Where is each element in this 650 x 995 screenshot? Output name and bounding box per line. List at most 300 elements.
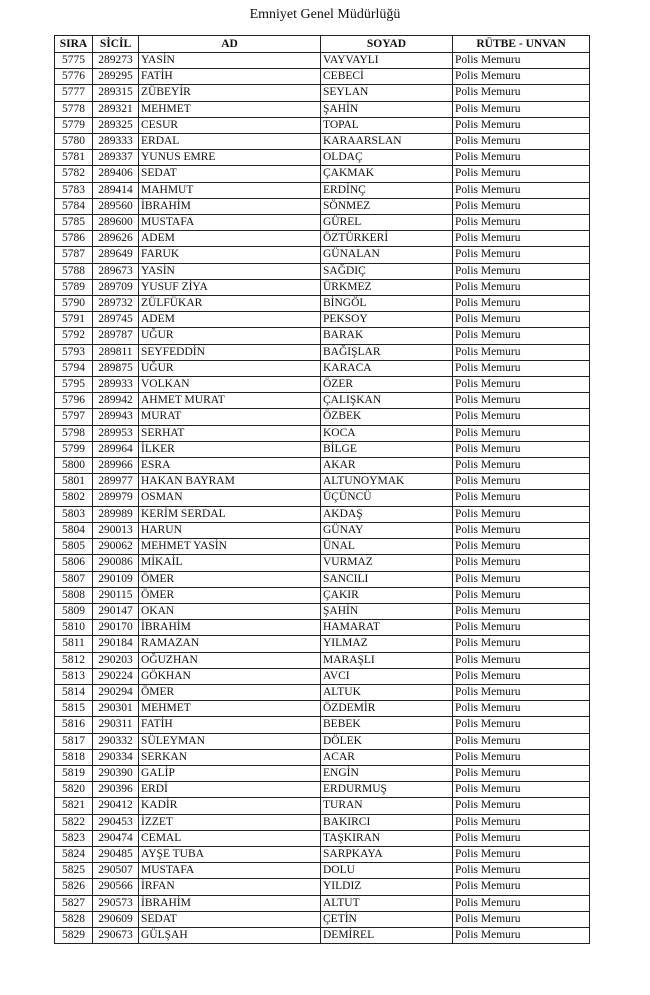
cell-sira: 5824 [55, 846, 93, 862]
cell-ad: ÖMER [139, 684, 321, 700]
cell-sicil: 290573 [93, 895, 139, 911]
cell-sicil: 290673 [93, 927, 139, 943]
cell-sira: 5825 [55, 863, 93, 879]
cell-sira: 5807 [55, 571, 93, 587]
cell-ad: OKAN [139, 603, 321, 619]
cell-rutbe-unvan: Polis Memuru [453, 263, 590, 279]
cell-sira: 5806 [55, 555, 93, 571]
cell-ad: KERİM SERDAL [139, 506, 321, 522]
table-row [55, 798, 590, 814]
cell-sira: 5822 [55, 814, 93, 830]
cell-sira: 5811 [55, 636, 93, 652]
cell-rutbe-unvan: Polis Memuru [453, 279, 590, 295]
cell-rutbe-unvan: Polis Memuru [453, 668, 590, 684]
cell-sira: 5817 [55, 733, 93, 749]
cell-sira: 5821 [55, 798, 93, 814]
cell-sira: 5776 [55, 69, 93, 85]
column-header-ad: AD [139, 36, 321, 53]
table-row [55, 166, 590, 182]
table-row [55, 474, 590, 490]
table-row [55, 668, 590, 684]
cell-sicil: 289732 [93, 296, 139, 312]
cell-sicil: 289942 [93, 393, 139, 409]
table-row [55, 263, 590, 279]
cell-rutbe-unvan: Polis Memuru [453, 409, 590, 425]
cell-ad: ESRA [139, 458, 321, 474]
cell-soyad: TAŞKIRAN [321, 830, 453, 846]
cell-sicil: 290396 [93, 782, 139, 798]
cell-sira: 5828 [55, 911, 93, 927]
cell-sira: 5810 [55, 620, 93, 636]
cell-sira: 5778 [55, 101, 93, 117]
cell-sira: 5816 [55, 717, 93, 733]
cell-sicil: 289273 [93, 53, 139, 69]
cell-rutbe-unvan: Polis Memuru [453, 684, 590, 700]
cell-rutbe-unvan: Polis Memuru [453, 215, 590, 231]
table-row [55, 701, 590, 717]
column-header-sira: SIRA [55, 36, 93, 53]
cell-soyad: AKDAŞ [321, 506, 453, 522]
cell-ad: MURAT [139, 409, 321, 425]
cell-ad: MİKAİL [139, 555, 321, 571]
cell-soyad: ACAR [321, 749, 453, 765]
cell-rutbe-unvan: Polis Memuru [453, 377, 590, 393]
table-row [55, 312, 590, 328]
cell-rutbe-unvan: Polis Memuru [453, 117, 590, 133]
column-header-soyad: SOYAD [321, 36, 453, 53]
cell-sira: 5803 [55, 506, 93, 522]
cell-ad: MUSTAFA [139, 215, 321, 231]
cell-sira: 5784 [55, 198, 93, 214]
cell-sicil: 289811 [93, 344, 139, 360]
cell-rutbe-unvan: Polis Memuru [453, 522, 590, 538]
cell-soyad: BARAK [321, 328, 453, 344]
cell-rutbe-unvan: Polis Memuru [453, 652, 590, 668]
cell-rutbe-unvan: Polis Memuru [453, 927, 590, 943]
cell-soyad: SEYLAN [321, 85, 453, 101]
cell-sira: 5775 [55, 53, 93, 69]
cell-rutbe-unvan: Polis Memuru [453, 53, 590, 69]
cell-soyad: ÜÇÜNCÜ [321, 490, 453, 506]
cell-sicil: 290086 [93, 555, 139, 571]
table-row [55, 830, 590, 846]
cell-ad: SÜLEYMAN [139, 733, 321, 749]
table-header-row [55, 36, 590, 53]
cell-rutbe-unvan: Polis Memuru [453, 555, 590, 571]
cell-soyad: ÇALIŞKAN [321, 393, 453, 409]
cell-soyad: DOLU [321, 863, 453, 879]
table-row [55, 85, 590, 101]
table-row [55, 927, 590, 943]
table-row [55, 749, 590, 765]
cell-sicil: 289989 [93, 506, 139, 522]
cell-ad: İZZET [139, 814, 321, 830]
table-row [55, 69, 590, 85]
cell-soyad: SARPKAYA [321, 846, 453, 862]
cell-sira: 5815 [55, 701, 93, 717]
table-row [55, 231, 590, 247]
table-row [55, 409, 590, 425]
cell-rutbe-unvan: Polis Memuru [453, 166, 590, 182]
cell-ad: ZÜBEYİR [139, 85, 321, 101]
cell-ad: MUSTAFA [139, 863, 321, 879]
table-row [55, 279, 590, 295]
cell-soyad: CEBECİ [321, 69, 453, 85]
table-row [55, 733, 590, 749]
column-header-sicil: SİCİL [93, 36, 139, 53]
cell-ad: MEHMET [139, 101, 321, 117]
cell-ad: SEDAT [139, 166, 321, 182]
table-row [55, 182, 590, 198]
table-row [55, 717, 590, 733]
cell-rutbe-unvan: Polis Memuru [453, 474, 590, 490]
cell-sicil: 290203 [93, 652, 139, 668]
cell-soyad: ÖZDEMİR [321, 701, 453, 717]
table-row [55, 101, 590, 117]
cell-rutbe-unvan: Polis Memuru [453, 182, 590, 198]
cell-rutbe-unvan: Polis Memuru [453, 587, 590, 603]
cell-sira: 5790 [55, 296, 93, 312]
table-row [55, 198, 590, 214]
cell-sira: 5791 [55, 312, 93, 328]
cell-sicil: 289979 [93, 490, 139, 506]
cell-sira: 5788 [55, 263, 93, 279]
cell-sira: 5781 [55, 150, 93, 166]
cell-ad: UĞUR [139, 328, 321, 344]
cell-rutbe-unvan: Polis Memuru [453, 101, 590, 117]
table-row [55, 555, 590, 571]
cell-sicil: 289626 [93, 231, 139, 247]
cell-soyad: ALTUT [321, 895, 453, 911]
cell-soyad: ERDURMUŞ [321, 782, 453, 798]
cell-sicil: 289337 [93, 150, 139, 166]
table-row [55, 53, 590, 69]
cell-soyad: OLDAÇ [321, 150, 453, 166]
cell-sicil: 290507 [93, 863, 139, 879]
cell-sicil: 290390 [93, 765, 139, 781]
cell-rutbe-unvan: Polis Memuru [453, 620, 590, 636]
cell-sicil: 289953 [93, 425, 139, 441]
cell-soyad: ÖZER [321, 377, 453, 393]
table-row [55, 344, 590, 360]
cell-sira: 5818 [55, 749, 93, 765]
cell-sira: 5799 [55, 441, 93, 457]
cell-ad: İRFAN [139, 879, 321, 895]
cell-sira: 5777 [55, 85, 93, 101]
cell-soyad: ALTUK [321, 684, 453, 700]
cell-sira: 5792 [55, 328, 93, 344]
cell-sira: 5802 [55, 490, 93, 506]
cell-ad: FARUK [139, 247, 321, 263]
table-row [55, 150, 590, 166]
cell-sicil: 290566 [93, 879, 139, 895]
cell-sicil: 290609 [93, 911, 139, 927]
table-row [55, 490, 590, 506]
cell-rutbe-unvan: Polis Memuru [453, 636, 590, 652]
cell-sicil: 289933 [93, 377, 139, 393]
cell-sicil: 290485 [93, 846, 139, 862]
cell-rutbe-unvan: Polis Memuru [453, 701, 590, 717]
cell-soyad: TOPAL [321, 117, 453, 133]
cell-soyad: ÜNAL [321, 539, 453, 555]
cell-soyad: BİNGÖL [321, 296, 453, 312]
cell-sicil: 290301 [93, 701, 139, 717]
cell-sira: 5808 [55, 587, 93, 603]
cell-rutbe-unvan: Polis Memuru [453, 344, 590, 360]
cell-sira: 5829 [55, 927, 93, 943]
table-row [55, 328, 590, 344]
cell-rutbe-unvan: Polis Memuru [453, 506, 590, 522]
cell-sira: 5804 [55, 522, 93, 538]
table-row [55, 506, 590, 522]
cell-soyad: GÜNALAN [321, 247, 453, 263]
cell-soyad: ENGİN [321, 765, 453, 781]
cell-soyad: VAYVAYLI [321, 53, 453, 69]
cell-soyad: YILMAZ [321, 636, 453, 652]
cell-sicil: 289977 [93, 474, 139, 490]
cell-sira: 5798 [55, 425, 93, 441]
cell-sicil: 290109 [93, 571, 139, 587]
cell-rutbe-unvan: Polis Memuru [453, 814, 590, 830]
cell-soyad: GÜREL [321, 215, 453, 231]
cell-soyad: ÇAKIR [321, 587, 453, 603]
cell-soyad: ÖZBEK [321, 409, 453, 425]
table-row [55, 684, 590, 700]
cell-ad: CESUR [139, 117, 321, 133]
cell-sira: 5819 [55, 765, 93, 781]
table-row [55, 571, 590, 587]
cell-sicil: 289295 [93, 69, 139, 85]
cell-rutbe-unvan: Polis Memuru [453, 765, 590, 781]
cell-sicil: 290013 [93, 522, 139, 538]
cell-sicil: 289964 [93, 441, 139, 457]
cell-sira: 5794 [55, 360, 93, 376]
cell-ad: SEDAT [139, 911, 321, 927]
cell-rutbe-unvan: Polis Memuru [453, 134, 590, 150]
cell-ad: İBRAHİM [139, 198, 321, 214]
cell-ad: İLKER [139, 441, 321, 457]
cell-sicil: 289560 [93, 198, 139, 214]
cell-rutbe-unvan: Polis Memuru [453, 150, 590, 166]
cell-sira: 5823 [55, 830, 93, 846]
cell-soyad: BAKIRCI [321, 814, 453, 830]
cell-soyad: ÜRKMEZ [321, 279, 453, 295]
cell-soyad: BEBEK [321, 717, 453, 733]
cell-sira: 5827 [55, 895, 93, 911]
cell-sira: 5820 [55, 782, 93, 798]
cell-sira: 5796 [55, 393, 93, 409]
cell-soyad: ALTUNOYMAK [321, 474, 453, 490]
cell-sira: 5793 [55, 344, 93, 360]
cell-rutbe-unvan: Polis Memuru [453, 393, 590, 409]
cell-ad: ADEM [139, 312, 321, 328]
cell-ad: ÖMER [139, 587, 321, 603]
cell-soyad: MARAŞLI [321, 652, 453, 668]
cell-ad: AHMET MURAT [139, 393, 321, 409]
table-row [55, 117, 590, 133]
cell-rutbe-unvan: Polis Memuru [453, 863, 590, 879]
cell-sicil: 290311 [93, 717, 139, 733]
cell-sicil: 290474 [93, 830, 139, 846]
cell-ad: ZÜLFÜKAR [139, 296, 321, 312]
cell-ad: YUSUF ZİYA [139, 279, 321, 295]
cell-rutbe-unvan: Polis Memuru [453, 312, 590, 328]
cell-sicil: 289600 [93, 215, 139, 231]
cell-sicil: 289333 [93, 134, 139, 150]
cell-sira: 5805 [55, 539, 93, 555]
cell-ad: FATİH [139, 69, 321, 85]
cell-soyad: HAMARAT [321, 620, 453, 636]
cell-rutbe-unvan: Polis Memuru [453, 571, 590, 587]
cell-rutbe-unvan: Polis Memuru [453, 296, 590, 312]
cell-ad: YASİN [139, 263, 321, 279]
cell-sicil: 290184 [93, 636, 139, 652]
cell-soyad: PEKSOY [321, 312, 453, 328]
cell-rutbe-unvan: Polis Memuru [453, 69, 590, 85]
cell-soyad: YILDIZ [321, 879, 453, 895]
cell-rutbe-unvan: Polis Memuru [453, 798, 590, 814]
cell-soyad: SAĞDIÇ [321, 263, 453, 279]
cell-sira: 5795 [55, 377, 93, 393]
table-row [55, 846, 590, 862]
cell-sira: 5783 [55, 182, 93, 198]
cell-rutbe-unvan: Polis Memuru [453, 782, 590, 798]
cell-sira: 5780 [55, 134, 93, 150]
cell-rutbe-unvan: Polis Memuru [453, 733, 590, 749]
cell-soyad: SÖNMEZ [321, 198, 453, 214]
table-row [55, 603, 590, 619]
cell-ad: GÜLŞAH [139, 927, 321, 943]
cell-ad: GÖKHAN [139, 668, 321, 684]
table-row [55, 620, 590, 636]
cell-sicil: 290453 [93, 814, 139, 830]
table-row [55, 782, 590, 798]
cell-sicil: 290170 [93, 620, 139, 636]
cell-sicil: 289709 [93, 279, 139, 295]
cell-rutbe-unvan: Polis Memuru [453, 846, 590, 862]
cell-ad: SERKAN [139, 749, 321, 765]
table-row [55, 296, 590, 312]
cell-sicil: 289321 [93, 101, 139, 117]
table-row [55, 134, 590, 150]
cell-sicil: 289315 [93, 85, 139, 101]
cell-soyad: ERDİNÇ [321, 182, 453, 198]
cell-soyad: GÜNAY [321, 522, 453, 538]
cell-ad: MAHMUT [139, 182, 321, 198]
table-row [55, 863, 590, 879]
cell-soyad: SANCILI [321, 571, 453, 587]
cell-rutbe-unvan: Polis Memuru [453, 490, 590, 506]
cell-ad: CEMAL [139, 830, 321, 846]
table-row [55, 425, 590, 441]
cell-ad: AYŞE TUBA [139, 846, 321, 862]
table-row [55, 895, 590, 911]
cell-sira: 5809 [55, 603, 93, 619]
cell-ad: RAMAZAN [139, 636, 321, 652]
cell-ad: MEHMET YASİN [139, 539, 321, 555]
cell-ad: HARUN [139, 522, 321, 538]
cell-ad: YUNUS EMRE [139, 150, 321, 166]
table-row [55, 377, 590, 393]
cell-sira: 5812 [55, 652, 93, 668]
table-row [55, 636, 590, 652]
cell-ad: VOLKAN [139, 377, 321, 393]
cell-sicil: 289966 [93, 458, 139, 474]
cell-sira: 5786 [55, 231, 93, 247]
cell-soyad: VURMAZ [321, 555, 453, 571]
cell-sicil: 290332 [93, 733, 139, 749]
cell-ad: KADİR [139, 798, 321, 814]
cell-soyad: ŞAHİN [321, 603, 453, 619]
cell-ad: OĞUZHAN [139, 652, 321, 668]
cell-sicil: 290115 [93, 587, 139, 603]
column-header-rutbe-unvan: RÜTBE - UNVAN [453, 36, 590, 53]
cell-ad: ERDAL [139, 134, 321, 150]
cell-sicil: 290062 [93, 539, 139, 555]
cell-ad: İBRAHİM [139, 895, 321, 911]
cell-sira: 5787 [55, 247, 93, 263]
table-row [55, 587, 590, 603]
cell-rutbe-unvan: Polis Memuru [453, 911, 590, 927]
cell-ad: ÖMER [139, 571, 321, 587]
cell-soyad: ŞAHİN [321, 101, 453, 117]
table-row [55, 911, 590, 927]
cell-sicil: 289414 [93, 182, 139, 198]
table-row [55, 539, 590, 555]
table-row [55, 393, 590, 409]
cell-sira: 5797 [55, 409, 93, 425]
cell-soyad: AVCI [321, 668, 453, 684]
cell-sira: 5800 [55, 458, 93, 474]
cell-sicil: 289406 [93, 166, 139, 182]
cell-soyad: AKAR [321, 458, 453, 474]
cell-sicil: 289875 [93, 360, 139, 376]
cell-sicil: 290294 [93, 684, 139, 700]
table-row [55, 360, 590, 376]
cell-sicil: 290147 [93, 603, 139, 619]
cell-soyad: ÖZTÜRKERİ [321, 231, 453, 247]
cell-ad: SERHAT [139, 425, 321, 441]
table-row [55, 765, 590, 781]
table-row [55, 814, 590, 830]
cell-sicil: 290224 [93, 668, 139, 684]
table-row [55, 652, 590, 668]
cell-ad: MEHMET [139, 701, 321, 717]
cell-sira: 5814 [55, 684, 93, 700]
table-row [55, 247, 590, 263]
table-row [55, 458, 590, 474]
cell-ad: FATİH [139, 717, 321, 733]
cell-soyad: ÇETİN [321, 911, 453, 927]
cell-sira: 5801 [55, 474, 93, 490]
cell-rutbe-unvan: Polis Memuru [453, 830, 590, 846]
cell-rutbe-unvan: Polis Memuru [453, 749, 590, 765]
cell-soyad: DEMİREL [321, 927, 453, 943]
cell-ad: ADEM [139, 231, 321, 247]
cell-rutbe-unvan: Polis Memuru [453, 717, 590, 733]
cell-sira: 5826 [55, 879, 93, 895]
cell-sicil: 289745 [93, 312, 139, 328]
table-row [55, 441, 590, 457]
cell-rutbe-unvan: Polis Memuru [453, 360, 590, 376]
cell-sira: 5789 [55, 279, 93, 295]
cell-sira: 5779 [55, 117, 93, 133]
cell-sicil: 289943 [93, 409, 139, 425]
cell-ad: SEYFEDDİN [139, 344, 321, 360]
cell-rutbe-unvan: Polis Memuru [453, 85, 590, 101]
cell-sicil: 290412 [93, 798, 139, 814]
cell-rutbe-unvan: Polis Memuru [453, 198, 590, 214]
